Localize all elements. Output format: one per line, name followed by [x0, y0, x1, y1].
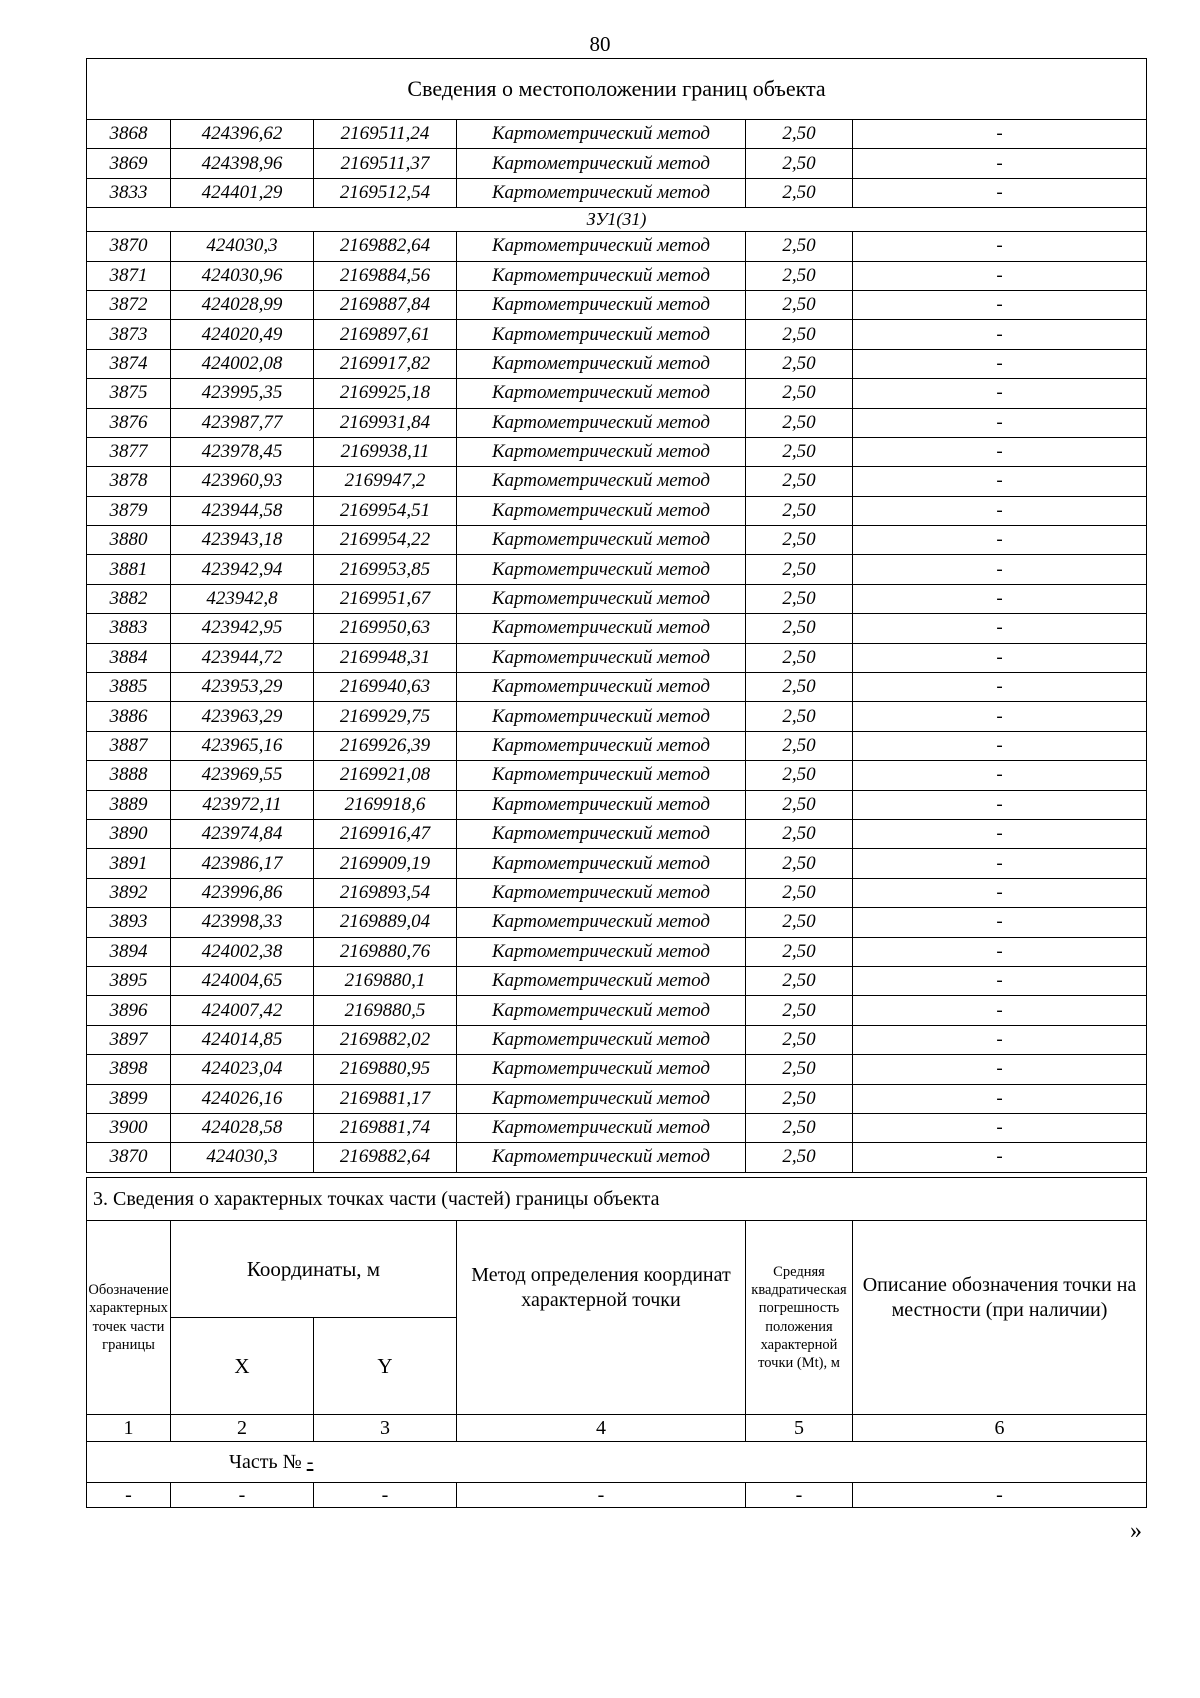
error-cell: 2,50: [746, 673, 853, 702]
method-cell: Картометрический метод: [457, 937, 746, 966]
point-id-cell: 3889: [87, 790, 171, 819]
y-coordinate-cell: 2169929,75: [314, 702, 457, 731]
point-id-cell: 3899: [87, 1084, 171, 1113]
method-cell: Картометрический метод: [457, 1084, 746, 1113]
y-coordinate-cell: 2169948,31: [314, 643, 457, 672]
error-cell: 2,50: [746, 878, 853, 907]
method-cell: Картометрический метод: [457, 526, 746, 555]
y-coordinate-cell: 2169880,95: [314, 1055, 457, 1084]
description-cell: -: [853, 261, 1147, 290]
error-cell: 2,50: [746, 437, 853, 466]
error-cell: 2,50: [746, 1055, 853, 1084]
method-cell: Картометрический метод: [457, 1113, 746, 1142]
x-coordinate-cell: 424007,42: [171, 996, 314, 1025]
column-number-cell: 5: [746, 1415, 853, 1442]
table-row: [87, 761, 1147, 790]
description-cell: -: [853, 584, 1147, 613]
page-number: 80: [589, 32, 611, 56]
column-number-cell: 3: [314, 1415, 457, 1442]
method-cell: Картометрический метод: [457, 379, 746, 408]
error-cell: 2,50: [746, 702, 853, 731]
y-coordinate-cell: 2169940,63: [314, 673, 457, 702]
method-cell: Картометрический метод: [457, 643, 746, 672]
table-row: [87, 467, 1147, 496]
section3-title: 3. Сведения о характерных точках части (частей) границы объекта: [87, 1178, 1147, 1221]
table-title: Сведения о местоположении границ объекта: [87, 59, 1147, 120]
error-cell: 2,50: [746, 1143, 853, 1172]
point-id-cell: 3898: [87, 1055, 171, 1084]
empty-cell: -: [853, 1483, 1147, 1508]
y-coordinate-cell: 2169916,47: [314, 819, 457, 848]
x-coordinate-cell: 423969,55: [171, 761, 314, 790]
x-coordinate-cell: 424396,62: [171, 120, 314, 149]
description-cell: -: [853, 966, 1147, 995]
error-cell: 2,50: [746, 584, 853, 613]
table-row: [87, 790, 1147, 819]
y-coordinate-cell: 2169884,56: [314, 261, 457, 290]
error-cell: 2,50: [746, 232, 853, 261]
method-cell: Картометрический метод: [457, 467, 746, 496]
x-coordinate-cell: 423963,29: [171, 702, 314, 731]
header-description: Описание обозначения точки на местности (при наличии): [853, 1221, 1147, 1415]
method-cell: Картометрический метод: [457, 408, 746, 437]
point-id-cell: 3870: [87, 1143, 171, 1172]
x-coordinate-cell: 424028,99: [171, 290, 314, 319]
header-error: Средняя квадратическая погрешность положения характерной точки (Mt), м: [746, 1221, 853, 1415]
point-id-cell: 3882: [87, 584, 171, 613]
error-cell: 2,50: [746, 819, 853, 848]
error-cell: 2,50: [746, 790, 853, 819]
x-coordinate-cell: 423942,8: [171, 584, 314, 613]
y-coordinate-cell: 2169882,64: [314, 1143, 457, 1172]
error-cell: 2,50: [746, 761, 853, 790]
error-cell: 2,50: [746, 996, 853, 1025]
point-id-cell: 3891: [87, 849, 171, 878]
point-id-cell: 3900: [87, 1113, 171, 1142]
x-coordinate-cell: 423995,35: [171, 379, 314, 408]
y-coordinate-cell: 2169921,08: [314, 761, 457, 790]
x-coordinate-cell: 423998,33: [171, 908, 314, 937]
point-id-cell: 3875: [87, 379, 171, 408]
table-row: [87, 178, 1147, 207]
y-coordinate-cell: 2169893,54: [314, 878, 457, 907]
description-cell: -: [853, 290, 1147, 319]
table-row: [87, 996, 1147, 1025]
description-cell: -: [853, 1025, 1147, 1054]
description-cell: -: [853, 643, 1147, 672]
x-coordinate-cell: 424030,3: [171, 232, 314, 261]
method-cell: Картометрический метод: [457, 849, 746, 878]
x-coordinate-cell: 423987,77: [171, 408, 314, 437]
column-number-cell: 6: [853, 1415, 1147, 1442]
error-cell: 2,50: [746, 349, 853, 378]
point-id-cell: 3896: [87, 996, 171, 1025]
method-cell: Картометрический метод: [457, 819, 746, 848]
point-id-cell: 3871: [87, 261, 171, 290]
table-row: [87, 349, 1147, 378]
header-method: Метод определения координат характерной точки: [457, 1221, 746, 1415]
method-cell: Картометрический метод: [457, 761, 746, 790]
error-cell: 2,50: [746, 908, 853, 937]
point-id-cell: 3888: [87, 761, 171, 790]
error-cell: 2,50: [746, 937, 853, 966]
column-number-cell: 1: [87, 1415, 171, 1442]
y-coordinate-cell: 2169938,11: [314, 437, 457, 466]
method-cell: Картометрический метод: [457, 149, 746, 178]
table-row: [87, 555, 1147, 584]
description-cell: -: [853, 937, 1147, 966]
point-id-cell: 3868: [87, 120, 171, 149]
x-coordinate-cell: 424028,58: [171, 1113, 314, 1142]
y-coordinate-cell: 2169511,24: [314, 120, 457, 149]
table-row: [87, 937, 1147, 966]
empty-cell: -: [457, 1483, 746, 1508]
method-cell: Картометрический метод: [457, 614, 746, 643]
point-id-cell: 3892: [87, 878, 171, 907]
closing-quote: »: [1130, 1518, 1142, 1544]
x-coordinate-cell: 424020,49: [171, 320, 314, 349]
table-row: [87, 819, 1147, 848]
y-coordinate-cell: 2169512,54: [314, 178, 457, 207]
y-coordinate-cell: 2169926,39: [314, 731, 457, 760]
table-row: [87, 1025, 1147, 1054]
y-coordinate-cell: 2169882,64: [314, 232, 457, 261]
description-cell: -: [853, 790, 1147, 819]
description-cell: -: [853, 614, 1147, 643]
x-coordinate-cell: 424002,38: [171, 937, 314, 966]
point-id-cell: 3893: [87, 908, 171, 937]
x-coordinate-cell: 423972,11: [171, 790, 314, 819]
y-coordinate-cell: 2169881,74: [314, 1113, 457, 1142]
empty-data-row: [87, 1483, 1147, 1508]
x-coordinate-cell: 424030,96: [171, 261, 314, 290]
method-cell: Картометрический метод: [457, 120, 746, 149]
part-row: [87, 1442, 1147, 1483]
y-coordinate-cell: 2169889,04: [314, 908, 457, 937]
x-coordinate-cell: 423965,16: [171, 731, 314, 760]
error-cell: 2,50: [746, 379, 853, 408]
point-id-cell: 3877: [87, 437, 171, 466]
method-cell: Картометрический метод: [457, 261, 746, 290]
empty-cell: -: [171, 1483, 314, 1508]
description-cell: -: [853, 232, 1147, 261]
error-cell: 2,50: [746, 555, 853, 584]
header-y: Y: [314, 1318, 457, 1415]
method-cell: Картометрический метод: [457, 790, 746, 819]
part-label: Часть №: [229, 1450, 302, 1473]
x-coordinate-cell: 423996,86: [171, 878, 314, 907]
description-cell: -: [853, 761, 1147, 790]
description-cell: -: [853, 819, 1147, 848]
table-row: [87, 437, 1147, 466]
error-cell: 2,50: [746, 731, 853, 760]
error-cell: 2,50: [746, 1113, 853, 1142]
point-id-cell: 3897: [87, 1025, 171, 1054]
x-coordinate-cell: 423942,94: [171, 555, 314, 584]
x-coordinate-cell: 424023,04: [171, 1055, 314, 1084]
error-cell: 2,50: [746, 408, 853, 437]
point-id-cell: 3894: [87, 937, 171, 966]
error-cell: 2,50: [746, 149, 853, 178]
y-coordinate-cell: 2169931,84: [314, 408, 457, 437]
description-cell: -: [853, 849, 1147, 878]
method-cell: Картометрический метод: [457, 673, 746, 702]
method-cell: Картометрический метод: [457, 1055, 746, 1084]
description-cell: -: [853, 673, 1147, 702]
column-numbers-row: [87, 1415, 1147, 1442]
table-row: [87, 526, 1147, 555]
description-cell: -: [853, 379, 1147, 408]
y-coordinate-cell: 2169953,85: [314, 555, 457, 584]
x-coordinate-cell: 424030,3: [171, 1143, 314, 1172]
error-cell: 2,50: [746, 178, 853, 207]
table-row: [87, 731, 1147, 760]
x-coordinate-cell: 423943,18: [171, 526, 314, 555]
method-cell: Картометрический метод: [457, 290, 746, 319]
error-cell: 2,50: [746, 120, 853, 149]
y-coordinate-cell: 2169950,63: [314, 614, 457, 643]
error-cell: 2,50: [746, 1025, 853, 1054]
x-coordinate-cell: 423944,58: [171, 496, 314, 525]
point-id-cell: 3883: [87, 614, 171, 643]
y-coordinate-cell: 2169925,18: [314, 379, 457, 408]
table-row: [87, 1084, 1147, 1113]
point-id-cell: 3870: [87, 232, 171, 261]
error-cell: 2,50: [746, 526, 853, 555]
method-cell: Картометрический метод: [457, 1025, 746, 1054]
point-id-cell: 3884: [87, 643, 171, 672]
point-id-cell: 3895: [87, 966, 171, 995]
y-coordinate-cell: 2169882,02: [314, 1025, 457, 1054]
table-row: [87, 379, 1147, 408]
method-cell: Картометрический метод: [457, 1143, 746, 1172]
x-coordinate-cell: 423944,72: [171, 643, 314, 672]
method-cell: Картометрический метод: [457, 702, 746, 731]
x-coordinate-cell: 424026,16: [171, 1084, 314, 1113]
section3-table: [86, 1177, 1147, 1508]
table-row: [87, 966, 1147, 995]
x-coordinate-cell: 424004,65: [171, 966, 314, 995]
y-coordinate-cell: 2169880,1: [314, 966, 457, 995]
error-cell: 2,50: [746, 614, 853, 643]
table-row: [87, 702, 1147, 731]
table-row: [87, 496, 1147, 525]
method-cell: Картометрический метод: [457, 178, 746, 207]
y-coordinate-cell: 2169954,51: [314, 496, 457, 525]
point-id-cell: 3878: [87, 467, 171, 496]
error-cell: 2,50: [746, 467, 853, 496]
table-row: [87, 849, 1147, 878]
table-row: [87, 120, 1147, 149]
description-cell: -: [853, 349, 1147, 378]
description-cell: -: [853, 320, 1147, 349]
method-cell: Картометрический метод: [457, 320, 746, 349]
method-cell: Картометрический метод: [457, 731, 746, 760]
point-id-cell: 3890: [87, 819, 171, 848]
error-cell: 2,50: [746, 643, 853, 672]
description-cell: -: [853, 702, 1147, 731]
table-row: [87, 149, 1147, 178]
x-coordinate-cell: 423986,17: [171, 849, 314, 878]
method-cell: Картометрический метод: [457, 908, 746, 937]
header-point-designation: Обозначение характерных точек части границы: [87, 1221, 171, 1415]
point-id-cell: 3833: [87, 178, 171, 207]
description-cell: -: [853, 467, 1147, 496]
point-id-cell: 3874: [87, 349, 171, 378]
table-row: [87, 1055, 1147, 1084]
description-cell: -: [853, 178, 1147, 207]
method-cell: Картометрический метод: [457, 349, 746, 378]
column-number-cell: 4: [457, 1415, 746, 1442]
method-cell: Картометрический метод: [457, 878, 746, 907]
error-cell: 2,50: [746, 261, 853, 290]
y-coordinate-cell: 2169917,82: [314, 349, 457, 378]
x-coordinate-cell: 423942,95: [171, 614, 314, 643]
part-number: -: [306, 1450, 314, 1473]
table-row: [87, 320, 1147, 349]
point-id-cell: 3885: [87, 673, 171, 702]
description-cell: -: [853, 496, 1147, 525]
point-id-cell: 3887: [87, 731, 171, 760]
x-coordinate-cell: 423953,29: [171, 673, 314, 702]
error-cell: 2,50: [746, 320, 853, 349]
error-cell: 2,50: [746, 496, 853, 525]
y-coordinate-cell: 2169951,67: [314, 584, 457, 613]
table-row: [87, 1143, 1147, 1172]
description-cell: -: [853, 149, 1147, 178]
y-coordinate-cell: 2169954,22: [314, 526, 457, 555]
table-row: [87, 878, 1147, 907]
x-coordinate-cell: 424014,85: [171, 1025, 314, 1054]
method-cell: Картометрический метод: [457, 996, 746, 1025]
x-coordinate-cell: 424002,08: [171, 349, 314, 378]
method-cell: Картометрический метод: [457, 966, 746, 995]
description-cell: -: [853, 878, 1147, 907]
y-coordinate-cell: 2169947,2: [314, 467, 457, 496]
table-row: [87, 908, 1147, 937]
table-row: [87, 614, 1147, 643]
y-coordinate-cell: 2169880,5: [314, 996, 457, 1025]
description-cell: -: [853, 1113, 1147, 1142]
y-coordinate-cell: 2169897,61: [314, 320, 457, 349]
point-id-cell: 3873: [87, 320, 171, 349]
description-cell: -: [853, 908, 1147, 937]
y-coordinate-cell: 2169511,37: [314, 149, 457, 178]
point-id-cell: 3880: [87, 526, 171, 555]
empty-cell: -: [314, 1483, 457, 1508]
description-cell: -: [853, 437, 1147, 466]
description-cell: -: [853, 731, 1147, 760]
table-row: [87, 261, 1147, 290]
column-number-cell: 2: [171, 1415, 314, 1442]
y-coordinate-cell: 2169909,19: [314, 849, 457, 878]
description-cell: -: [853, 1143, 1147, 1172]
description-cell: -: [853, 1055, 1147, 1084]
header-coordinates: Координаты, м: [171, 1221, 457, 1318]
empty-cell: -: [746, 1483, 853, 1508]
method-cell: Картометрический метод: [457, 584, 746, 613]
table-row: [87, 1113, 1147, 1142]
table-row: [87, 584, 1147, 613]
y-coordinate-cell: 2169881,17: [314, 1084, 457, 1113]
point-id-cell: 3881: [87, 555, 171, 584]
point-id-cell: 3869: [87, 149, 171, 178]
boundary-coordinates-table: [86, 58, 1147, 1173]
description-cell: -: [853, 555, 1147, 584]
description-cell: -: [853, 120, 1147, 149]
x-coordinate-cell: 424398,96: [171, 149, 314, 178]
method-cell: Картометрический метод: [457, 232, 746, 261]
x-coordinate-cell: 423978,45: [171, 437, 314, 466]
x-coordinate-cell: 424401,29: [171, 178, 314, 207]
description-cell: -: [853, 996, 1147, 1025]
error-cell: 2,50: [746, 1084, 853, 1113]
y-coordinate-cell: 2169887,84: [314, 290, 457, 319]
table-row: [87, 232, 1147, 261]
subsection-header: ЗУ1(31): [87, 208, 1147, 232]
x-coordinate-cell: 423974,84: [171, 819, 314, 848]
error-cell: 2,50: [746, 290, 853, 319]
point-id-cell: 3876: [87, 408, 171, 437]
description-cell: -: [853, 526, 1147, 555]
empty-cell: -: [87, 1483, 171, 1508]
table-row: [87, 643, 1147, 672]
header-x: X: [171, 1318, 314, 1415]
description-cell: -: [853, 408, 1147, 437]
point-id-cell: 3879: [87, 496, 171, 525]
y-coordinate-cell: 2169918,6: [314, 790, 457, 819]
table-row: [87, 408, 1147, 437]
error-cell: 2,50: [746, 966, 853, 995]
table-row: [87, 290, 1147, 319]
table-row: [87, 673, 1147, 702]
method-cell: Картометрический метод: [457, 496, 746, 525]
point-id-cell: 3872: [87, 290, 171, 319]
method-cell: Картометрический метод: [457, 437, 746, 466]
method-cell: Картометрический метод: [457, 555, 746, 584]
y-coordinate-cell: 2169880,76: [314, 937, 457, 966]
x-coordinate-cell: 423960,93: [171, 467, 314, 496]
error-cell: 2,50: [746, 849, 853, 878]
point-id-cell: 3886: [87, 702, 171, 731]
description-cell: -: [853, 1084, 1147, 1113]
